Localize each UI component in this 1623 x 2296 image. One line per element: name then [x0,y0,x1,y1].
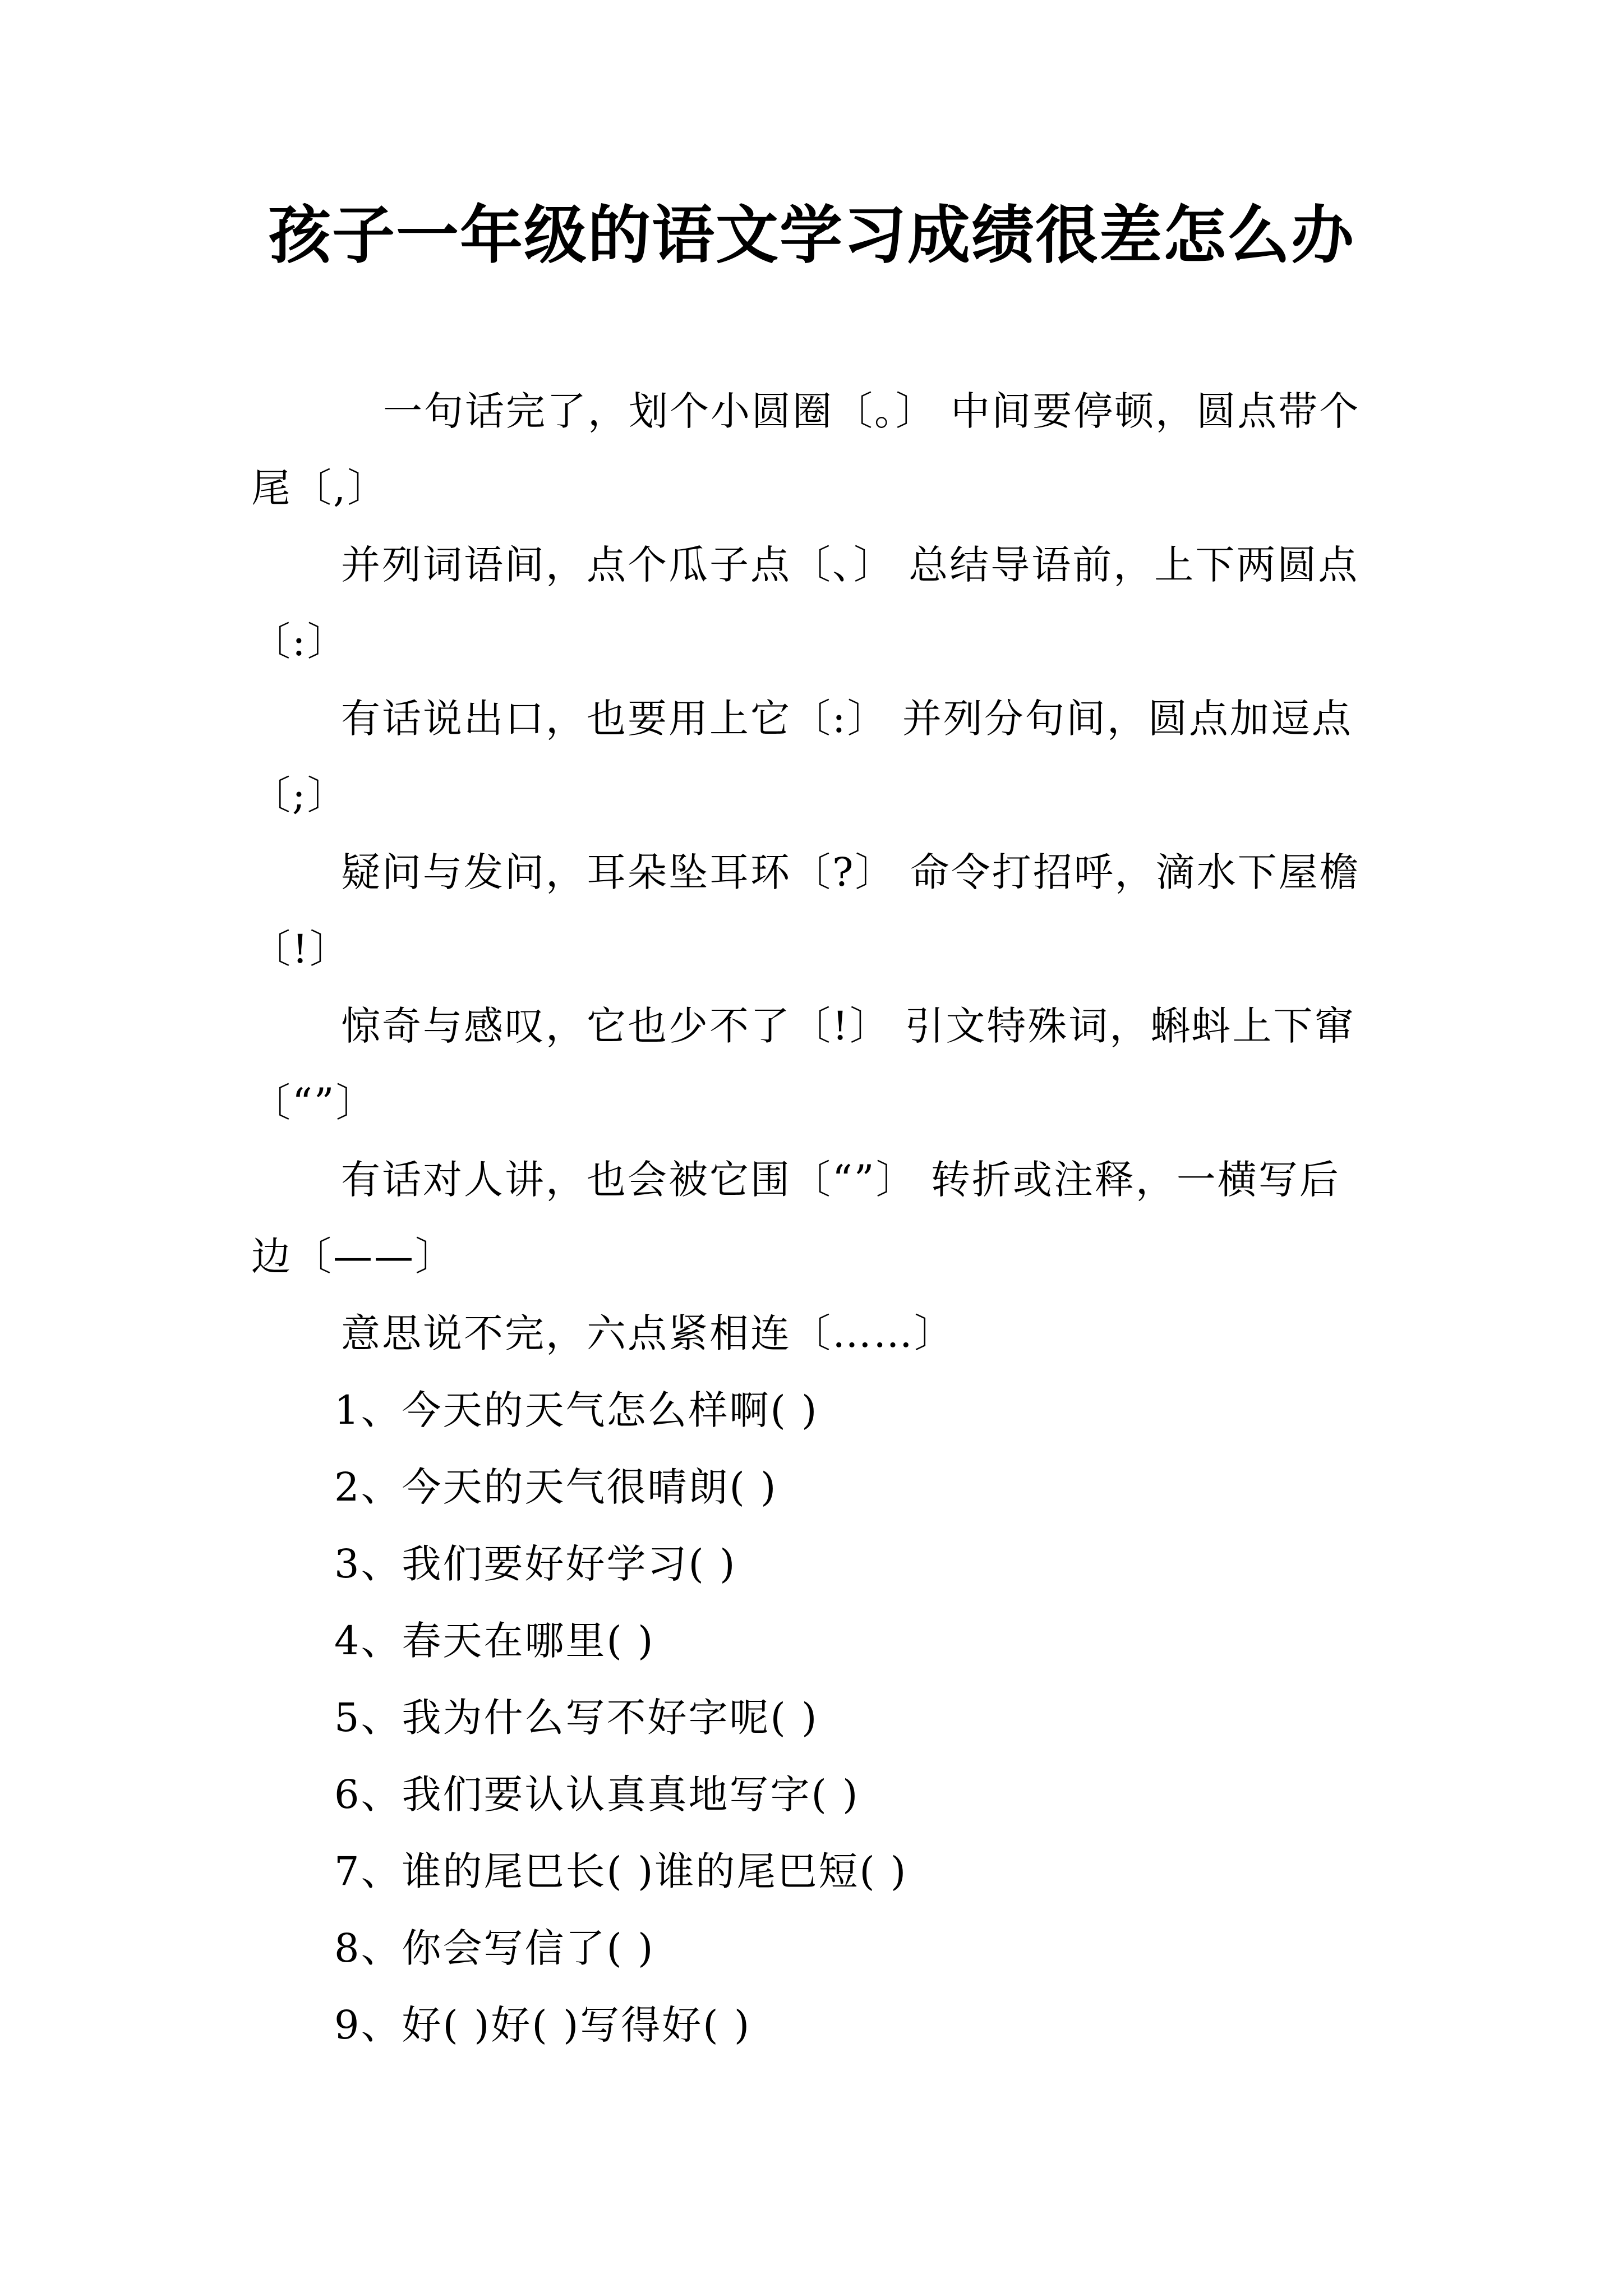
paragraph-ellipsis: 意思说不完，六点紧相连〔……〕 [341,1310,955,1356]
document-body [251,373,1378,2064]
paragraph-period-comma: 一句话完了，划个小圆圈〔。〕 中间要停顿，圆点带个尾〔,〕 [251,388,1361,511]
paragraph-quotes-dash: 有话对人讲，也会被它围〔“”〕 转折或注释，一横写后边〔——〕 [251,1157,1340,1280]
exercise-item: 9、好( )好( )写得好( ) [334,2002,751,2048]
document-title: 孩子一年级的语文学习成绩很差怎么办 [268,199,1355,272]
exercise-item: 5、我为什么写不好字呢( ) [334,1695,819,1741]
paragraph-exclamation-quotes: 惊奇与感叹，它也少不了〔!〕 引文特殊词，蝌蚪上下窜〔“”〕 [251,1003,1355,1126]
exercise-item: 2、今天的天气很晴朗( ) [334,1464,778,1510]
exercise-item: 7、谁的尾巴长( )谁的尾巴短( ) [334,1848,908,1894]
exercise-item: 6、我们要认认真真地写字( ) [334,1772,860,1818]
exercise-item: 1、今天的天气怎么样啊( ) [334,1387,819,1433]
exercise-item: 4、春天在哪里( ) [334,1618,655,1664]
exercise-item: 3、我们要好好学习( ) [334,1541,737,1587]
exercise-item: 8、你会写信了( ) [334,1925,655,1971]
paragraph-enumeration-colon: 并列词语间，点个瓜子点〔、〕 总结导语前，上下两圆点〔:〕 [251,542,1359,665]
paragraph-question-exclamation: 疑问与发问，耳朵坠耳环〔?〕 命令打招呼，滴水下屋檐〔!〕 [251,849,1361,972]
paragraph-colon-semicolon: 有话说出口，也要用上它〔:〕 并列分句间，圆点加逗点〔;〕 [251,696,1353,818]
